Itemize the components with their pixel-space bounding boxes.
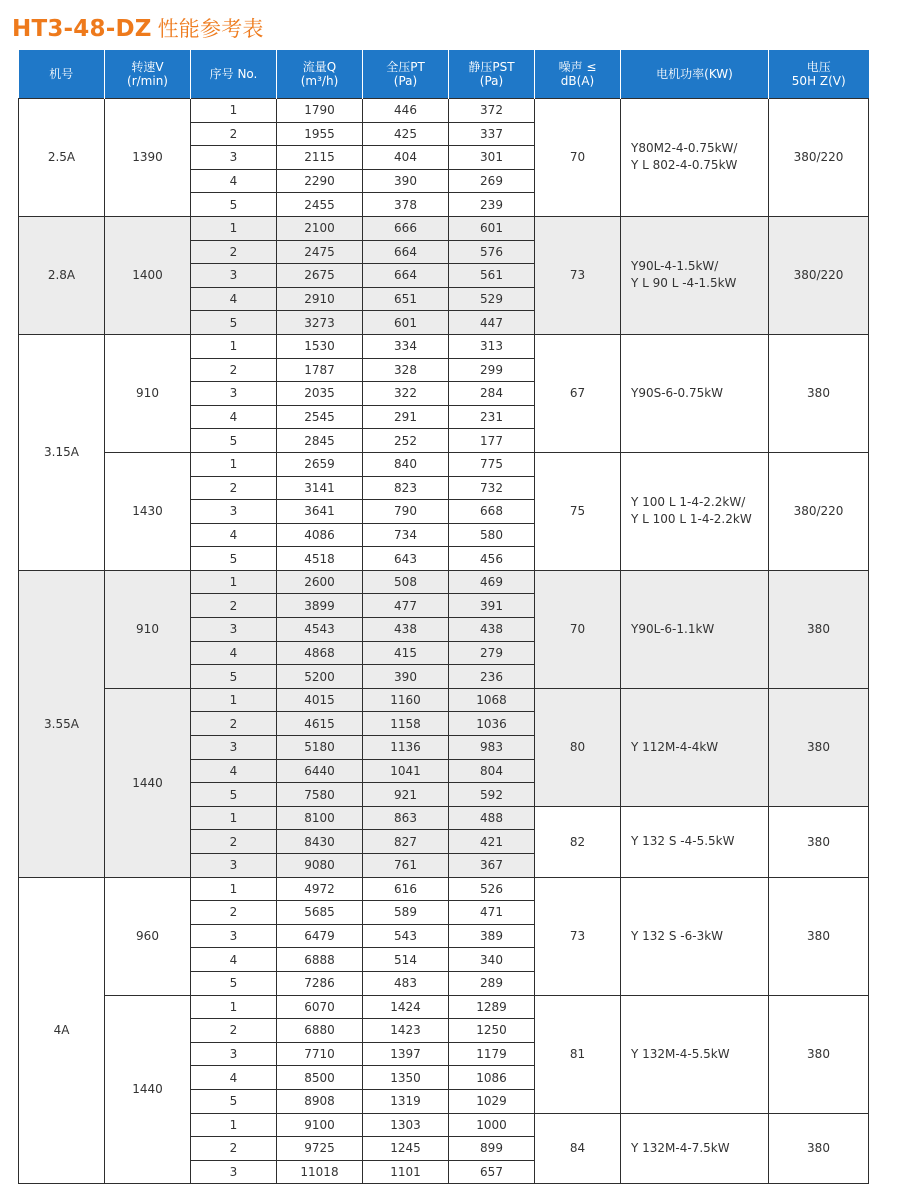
total-pressure-cell: 1245 bbox=[363, 1137, 449, 1161]
total-pressure-cell: 1041 bbox=[363, 759, 449, 783]
total-pressure-cell: 1350 bbox=[363, 1066, 449, 1090]
total-pressure-cell: 1160 bbox=[363, 688, 449, 712]
noise-cell: 73 bbox=[535, 877, 621, 995]
speed-cell: 910 bbox=[105, 570, 191, 688]
header-flow: 流量Q (m³/h) bbox=[277, 50, 363, 99]
motor-line: Y 132M-4-5.5kW bbox=[631, 1046, 730, 1061]
static-pressure-cell: 301 bbox=[449, 146, 535, 170]
no-cell: 1 bbox=[191, 570, 277, 594]
flow-cell: 2659 bbox=[277, 452, 363, 476]
voltage-cell: 380 bbox=[769, 1113, 869, 1184]
table-row bbox=[19, 99, 869, 123]
model-cell: 2.8A bbox=[19, 216, 105, 334]
total-pressure-cell: 252 bbox=[363, 429, 449, 453]
no-cell: 3 bbox=[191, 924, 277, 948]
flow-cell: 2455 bbox=[277, 193, 363, 217]
static-pressure-cell: 289 bbox=[449, 971, 535, 995]
motor-line: Y 132 S -6-3kW bbox=[631, 928, 724, 943]
no-cell: 1 bbox=[191, 452, 277, 476]
motor-line: Y 100 L 1-4-2.2kW/ bbox=[631, 495, 746, 510]
total-pressure-cell: 404 bbox=[363, 146, 449, 170]
header-voltage: 电压 50H Z(V) bbox=[769, 50, 869, 99]
flow-cell: 8430 bbox=[277, 830, 363, 854]
total-pressure-cell: 446 bbox=[363, 99, 449, 123]
static-pressure-cell: 372 bbox=[449, 99, 535, 123]
motor-line: Y90L-6-1.1kW bbox=[631, 621, 715, 636]
noise-cell: 80 bbox=[535, 688, 621, 806]
no-cell: 5 bbox=[191, 193, 277, 217]
motor-power-cell bbox=[621, 806, 769, 877]
flow-cell: 3641 bbox=[277, 500, 363, 524]
flow-cell: 5180 bbox=[277, 736, 363, 760]
flow-cell: 1790 bbox=[277, 99, 363, 123]
total-pressure-cell: 1101 bbox=[363, 1160, 449, 1184]
flow-cell: 8500 bbox=[277, 1066, 363, 1090]
total-pressure-cell: 543 bbox=[363, 924, 449, 948]
total-pressure-cell: 1423 bbox=[363, 1019, 449, 1043]
speed-cell: 1400 bbox=[105, 216, 191, 334]
static-pressure-cell: 561 bbox=[449, 264, 535, 288]
static-pressure-cell: 284 bbox=[449, 382, 535, 406]
total-pressure-cell: 863 bbox=[363, 806, 449, 830]
total-pressure-cell: 390 bbox=[363, 169, 449, 193]
total-pressure-cell: 322 bbox=[363, 382, 449, 406]
static-pressure-cell: 1036 bbox=[449, 712, 535, 736]
total-pressure-cell: 438 bbox=[363, 618, 449, 642]
no-cell: 5 bbox=[191, 311, 277, 335]
flow-cell: 2675 bbox=[277, 264, 363, 288]
static-pressure-cell: 1029 bbox=[449, 1089, 535, 1113]
header-static-pressure: 静压PST (Pa) bbox=[449, 50, 535, 99]
total-pressure-cell: 415 bbox=[363, 641, 449, 665]
static-pressure-cell: 239 bbox=[449, 193, 535, 217]
motor-power-cell bbox=[621, 452, 769, 570]
flow-cell: 2600 bbox=[277, 570, 363, 594]
motor-power-cell bbox=[621, 216, 769, 334]
noise-cell: 70 bbox=[535, 570, 621, 688]
flow-cell: 9100 bbox=[277, 1113, 363, 1137]
no-cell: 3 bbox=[191, 382, 277, 406]
motor-power-cell bbox=[621, 334, 769, 452]
performance-table bbox=[18, 50, 869, 1184]
motor-line: Y L 90 L -4-1.5kW bbox=[631, 276, 737, 291]
table-row bbox=[19, 877, 869, 901]
no-cell: 1 bbox=[191, 216, 277, 240]
static-pressure-cell: 983 bbox=[449, 736, 535, 760]
no-cell: 2 bbox=[191, 1137, 277, 1161]
voltage-cell: 380/220 bbox=[769, 216, 869, 334]
total-pressure-cell: 291 bbox=[363, 405, 449, 429]
no-cell: 3 bbox=[191, 736, 277, 760]
total-pressure-cell: 761 bbox=[363, 854, 449, 878]
static-pressure-cell: 732 bbox=[449, 476, 535, 500]
table-row bbox=[19, 452, 869, 476]
no-cell: 5 bbox=[191, 783, 277, 807]
flow-cell: 11018 bbox=[277, 1160, 363, 1184]
table-row bbox=[19, 688, 869, 712]
static-pressure-cell: 668 bbox=[449, 500, 535, 524]
no-cell: 4 bbox=[191, 523, 277, 547]
total-pressure-cell: 334 bbox=[363, 334, 449, 358]
header-noise: 噪声 ≤ dB(A) bbox=[535, 50, 621, 99]
voltage-cell: 380/220 bbox=[769, 452, 869, 570]
no-cell: 1 bbox=[191, 995, 277, 1019]
motor-line: Y 132 S -4-5.5kW bbox=[631, 834, 735, 849]
voltage-cell: 380 bbox=[769, 570, 869, 688]
total-pressure-cell: 1424 bbox=[363, 995, 449, 1019]
voltage-cell: 380/220 bbox=[769, 99, 869, 217]
motor-power-cell bbox=[621, 688, 769, 806]
static-pressure-cell: 279 bbox=[449, 641, 535, 665]
no-cell: 5 bbox=[191, 665, 277, 689]
no-cell: 4 bbox=[191, 169, 277, 193]
flow-cell: 7710 bbox=[277, 1042, 363, 1066]
no-cell: 1 bbox=[191, 688, 277, 712]
static-pressure-cell: 447 bbox=[449, 311, 535, 335]
flow-cell: 1955 bbox=[277, 122, 363, 146]
header-speed: 转速V (r/min) bbox=[105, 50, 191, 99]
no-cell: 3 bbox=[191, 618, 277, 642]
static-pressure-cell: 391 bbox=[449, 594, 535, 618]
total-pressure-cell: 477 bbox=[363, 594, 449, 618]
total-pressure-cell: 1158 bbox=[363, 712, 449, 736]
static-pressure-cell: 775 bbox=[449, 452, 535, 476]
flow-cell: 6880 bbox=[277, 1019, 363, 1043]
static-pressure-cell: 340 bbox=[449, 948, 535, 972]
no-cell: 2 bbox=[191, 1019, 277, 1043]
total-pressure-cell: 651 bbox=[363, 287, 449, 311]
total-pressure-cell: 425 bbox=[363, 122, 449, 146]
static-pressure-cell: 1289 bbox=[449, 995, 535, 1019]
static-pressure-cell: 1250 bbox=[449, 1019, 535, 1043]
total-pressure-cell: 514 bbox=[363, 948, 449, 972]
flow-cell: 1787 bbox=[277, 358, 363, 382]
total-pressure-cell: 734 bbox=[363, 523, 449, 547]
flow-cell: 1530 bbox=[277, 334, 363, 358]
noise-cell: 70 bbox=[535, 99, 621, 217]
total-pressure-cell: 921 bbox=[363, 783, 449, 807]
static-pressure-cell: 236 bbox=[449, 665, 535, 689]
motor-line: Y L 100 L 1-4-2.2kW bbox=[631, 512, 752, 527]
flow-cell: 6888 bbox=[277, 948, 363, 972]
flow-cell: 3899 bbox=[277, 594, 363, 618]
no-cell: 2 bbox=[191, 830, 277, 854]
static-pressure-cell: 456 bbox=[449, 547, 535, 571]
static-pressure-cell: 389 bbox=[449, 924, 535, 948]
title-model: HT3-48-DZ bbox=[12, 16, 152, 42]
table-row bbox=[19, 216, 869, 240]
voltage-cell: 380 bbox=[769, 877, 869, 995]
motor-power-cell bbox=[621, 877, 769, 995]
static-pressure-cell: 657 bbox=[449, 1160, 535, 1184]
model-cell: 3.55A bbox=[19, 570, 105, 877]
flow-cell: 4615 bbox=[277, 712, 363, 736]
no-cell: 4 bbox=[191, 405, 277, 429]
flow-cell: 2910 bbox=[277, 287, 363, 311]
static-pressure-cell: 1068 bbox=[449, 688, 535, 712]
model-cell: 3.15A bbox=[19, 334, 105, 570]
motor-line: Y90S-6-0.75kW bbox=[631, 385, 724, 400]
page-title bbox=[12, 14, 264, 44]
no-cell: 5 bbox=[191, 547, 277, 571]
total-pressure-cell: 328 bbox=[363, 358, 449, 382]
static-pressure-cell: 269 bbox=[449, 169, 535, 193]
no-cell: 4 bbox=[191, 759, 277, 783]
no-cell: 3 bbox=[191, 146, 277, 170]
total-pressure-cell: 1397 bbox=[363, 1042, 449, 1066]
total-pressure-cell: 589 bbox=[363, 901, 449, 925]
no-cell: 2 bbox=[191, 594, 277, 618]
flow-cell: 8908 bbox=[277, 1089, 363, 1113]
table-row bbox=[19, 570, 869, 594]
flow-cell: 2100 bbox=[277, 216, 363, 240]
speed-cell: 1430 bbox=[105, 452, 191, 570]
total-pressure-cell: 666 bbox=[363, 216, 449, 240]
total-pressure-cell: 508 bbox=[363, 570, 449, 594]
total-pressure-cell: 823 bbox=[363, 476, 449, 500]
no-cell: 4 bbox=[191, 287, 277, 311]
motor-power-cell bbox=[621, 570, 769, 688]
flow-cell: 2290 bbox=[277, 169, 363, 193]
static-pressure-cell: 1000 bbox=[449, 1113, 535, 1137]
no-cell: 1 bbox=[191, 99, 277, 123]
static-pressure-cell: 421 bbox=[449, 830, 535, 854]
static-pressure-cell: 367 bbox=[449, 854, 535, 878]
no-cell: 3 bbox=[191, 1160, 277, 1184]
motor-line: Y90L-4-1.5kW/ bbox=[631, 259, 719, 274]
no-cell: 3 bbox=[191, 264, 277, 288]
model-cell: 2.5A bbox=[19, 99, 105, 217]
motor-line: Y 112M-4-4kW bbox=[631, 739, 719, 754]
flow-cell: 4972 bbox=[277, 877, 363, 901]
flow-cell: 4015 bbox=[277, 688, 363, 712]
static-pressure-cell: 313 bbox=[449, 334, 535, 358]
static-pressure-cell: 469 bbox=[449, 570, 535, 594]
noise-cell: 73 bbox=[535, 216, 621, 334]
flow-cell: 2545 bbox=[277, 405, 363, 429]
speed-cell: 960 bbox=[105, 877, 191, 995]
flow-cell: 3273 bbox=[277, 311, 363, 335]
noise-cell: 81 bbox=[535, 995, 621, 1113]
header-no: 序号 No. bbox=[191, 50, 277, 99]
flow-cell: 2115 bbox=[277, 146, 363, 170]
no-cell: 3 bbox=[191, 854, 277, 878]
no-cell: 1 bbox=[191, 334, 277, 358]
noise-cell: 84 bbox=[535, 1113, 621, 1184]
table-body bbox=[19, 99, 869, 1184]
flow-cell: 6070 bbox=[277, 995, 363, 1019]
header-model: 机号 bbox=[19, 50, 105, 99]
flow-cell: 6440 bbox=[277, 759, 363, 783]
motor-power-cell bbox=[621, 1113, 769, 1184]
flow-cell: 4868 bbox=[277, 641, 363, 665]
header-motor-power: 电机功率(KW) bbox=[621, 50, 769, 99]
flow-cell: 2475 bbox=[277, 240, 363, 264]
no-cell: 5 bbox=[191, 1089, 277, 1113]
total-pressure-cell: 616 bbox=[363, 877, 449, 901]
flow-cell: 5685 bbox=[277, 901, 363, 925]
header-total-pressure: 全压PT (Pa) bbox=[363, 50, 449, 99]
title-caption: 性能参考表 bbox=[157, 17, 264, 41]
noise-cell: 67 bbox=[535, 334, 621, 452]
voltage-cell: 380 bbox=[769, 806, 869, 877]
flow-cell: 3141 bbox=[277, 476, 363, 500]
no-cell: 2 bbox=[191, 358, 277, 382]
flow-cell: 2035 bbox=[277, 382, 363, 406]
total-pressure-cell: 790 bbox=[363, 500, 449, 524]
no-cell: 1 bbox=[191, 877, 277, 901]
motor-power-cell bbox=[621, 995, 769, 1113]
total-pressure-cell: 1136 bbox=[363, 736, 449, 760]
total-pressure-cell: 1303 bbox=[363, 1113, 449, 1137]
flow-cell: 4518 bbox=[277, 547, 363, 571]
model-cell: 4A bbox=[19, 877, 105, 1184]
total-pressure-cell: 840 bbox=[363, 452, 449, 476]
no-cell: 4 bbox=[191, 641, 277, 665]
total-pressure-cell: 643 bbox=[363, 547, 449, 571]
static-pressure-cell: 177 bbox=[449, 429, 535, 453]
motor-line: Y 132M-4-7.5kW bbox=[631, 1140, 730, 1155]
static-pressure-cell: 592 bbox=[449, 783, 535, 807]
speed-cell: 1440 bbox=[105, 688, 191, 877]
static-pressure-cell: 899 bbox=[449, 1137, 535, 1161]
flow-cell: 4086 bbox=[277, 523, 363, 547]
speed-cell: 1390 bbox=[105, 99, 191, 217]
no-cell: 2 bbox=[191, 122, 277, 146]
total-pressure-cell: 1319 bbox=[363, 1089, 449, 1113]
no-cell: 4 bbox=[191, 948, 277, 972]
total-pressure-cell: 664 bbox=[363, 240, 449, 264]
no-cell: 2 bbox=[191, 476, 277, 500]
no-cell: 1 bbox=[191, 1113, 277, 1137]
no-cell: 2 bbox=[191, 901, 277, 925]
no-cell: 2 bbox=[191, 712, 277, 736]
motor-power-cell bbox=[621, 99, 769, 217]
static-pressure-cell: 471 bbox=[449, 901, 535, 925]
total-pressure-cell: 664 bbox=[363, 264, 449, 288]
speed-cell: 910 bbox=[105, 334, 191, 452]
no-cell: 4 bbox=[191, 1066, 277, 1090]
static-pressure-cell: 1086 bbox=[449, 1066, 535, 1090]
static-pressure-cell: 529 bbox=[449, 287, 535, 311]
flow-cell: 4543 bbox=[277, 618, 363, 642]
voltage-cell: 380 bbox=[769, 334, 869, 452]
static-pressure-cell: 231 bbox=[449, 405, 535, 429]
flow-cell: 9725 bbox=[277, 1137, 363, 1161]
table-header-row bbox=[19, 50, 869, 99]
motor-line: Y80M2-4-0.75kW/ bbox=[631, 141, 738, 156]
static-pressure-cell: 299 bbox=[449, 358, 535, 382]
speed-cell: 1440 bbox=[105, 995, 191, 1184]
no-cell: 1 bbox=[191, 806, 277, 830]
motor-line: Y L 802-4-0.75kW bbox=[631, 158, 738, 173]
static-pressure-cell: 337 bbox=[449, 122, 535, 146]
static-pressure-cell: 1179 bbox=[449, 1042, 535, 1066]
flow-cell: 9080 bbox=[277, 854, 363, 878]
voltage-cell: 380 bbox=[769, 995, 869, 1113]
flow-cell: 2845 bbox=[277, 429, 363, 453]
noise-cell: 75 bbox=[535, 452, 621, 570]
noise-cell: 82 bbox=[535, 806, 621, 877]
no-cell: 5 bbox=[191, 429, 277, 453]
static-pressure-cell: 488 bbox=[449, 806, 535, 830]
no-cell: 2 bbox=[191, 240, 277, 264]
flow-cell: 7580 bbox=[277, 783, 363, 807]
static-pressure-cell: 804 bbox=[449, 759, 535, 783]
total-pressure-cell: 483 bbox=[363, 971, 449, 995]
total-pressure-cell: 390 bbox=[363, 665, 449, 689]
flow-cell: 8100 bbox=[277, 806, 363, 830]
static-pressure-cell: 438 bbox=[449, 618, 535, 642]
total-pressure-cell: 601 bbox=[363, 311, 449, 335]
table-row bbox=[19, 334, 869, 358]
voltage-cell: 380 bbox=[769, 688, 869, 806]
static-pressure-cell: 576 bbox=[449, 240, 535, 264]
flow-cell: 7286 bbox=[277, 971, 363, 995]
flow-cell: 6479 bbox=[277, 924, 363, 948]
total-pressure-cell: 378 bbox=[363, 193, 449, 217]
flow-cell: 5200 bbox=[277, 665, 363, 689]
static-pressure-cell: 580 bbox=[449, 523, 535, 547]
static-pressure-cell: 601 bbox=[449, 216, 535, 240]
total-pressure-cell: 827 bbox=[363, 830, 449, 854]
no-cell: 3 bbox=[191, 500, 277, 524]
no-cell: 3 bbox=[191, 1042, 277, 1066]
table-row bbox=[19, 995, 869, 1019]
static-pressure-cell: 526 bbox=[449, 877, 535, 901]
no-cell: 5 bbox=[191, 971, 277, 995]
